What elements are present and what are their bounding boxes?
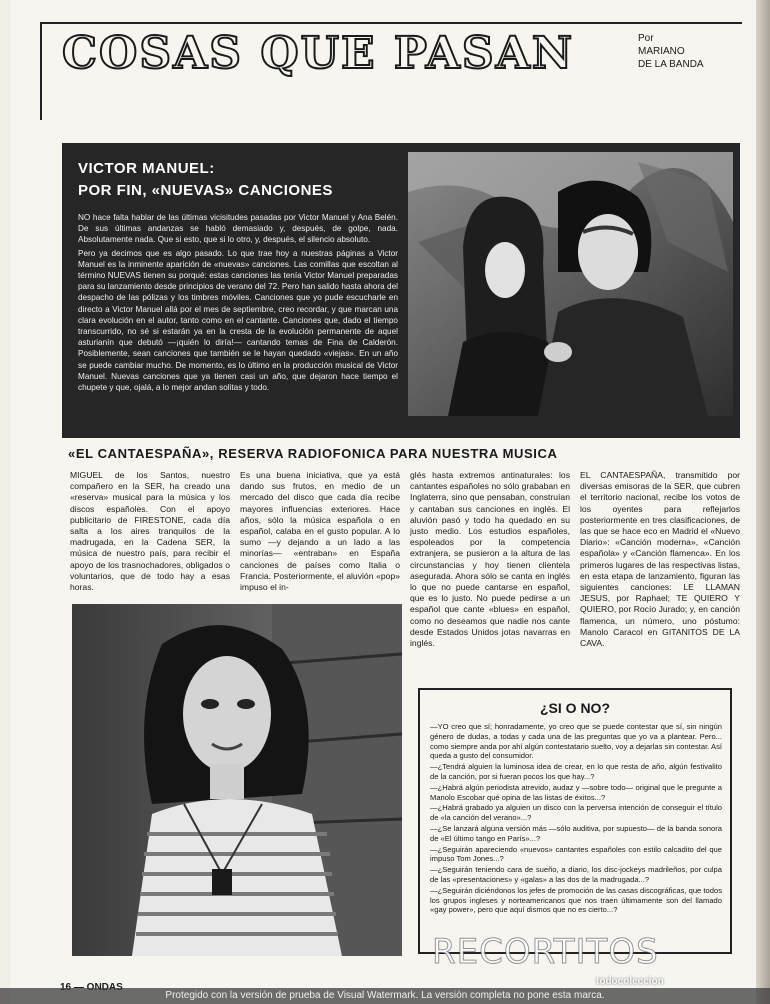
si-o-no-paragraph: —¿Tendrá alguien la luminosa idea de crear, en lo que resta de año, algún festivalito de la canción, por si fueran pocos los que hay...? — [430, 762, 722, 781]
victor-article-body — [78, 212, 398, 434]
cantaespana-col2-text: Es una buena iniciativa, que ya está dando sus frutos, en medio de un mercado del disco que cada día recibe mayores influencias exteriores. Hace años, sólo la música española o en español, calaba en el gusto popular. A lo sumo —y dejando a un lado a las minorías— «entraban» en España canciones de países como Italia o Francia. Posteriormente, el aluvión «pop» impuso el in- — [240, 470, 400, 593]
si-o-no-title: ¿SI O NO? — [540, 700, 610, 716]
victor-paragraph: Pero ya decimos que es algo pasado. Lo que trae hoy a nuestras páginas a Victor Manuel es la inminente aparición de «nuevas» canciones. Las comillas que escoltan al término NUEVAS tienen su porqué: estas canciones las tenía Victor Manuel preparadas para su lanzamiento desde principios de verano del 72. Pero han salido hasta ahora del despacho de las pólizas y los timbres móviles. Canciones que yo pude escucharle en directo a Victor Manuel allá por el mes de septiembre, creo recordar, y que marcan una clara evolución en el autor, tanto como en el cantante. Canciones que, dado el tiempo transcurrido, no sé si estarán ya en la cresta de la evolución permanente de aquel asturianín que debutó —¡quién lo diría!— cantando temas de Fina de Calderón. Posiblemente, sean canciones que también se le hayan quedado «viejas». En un año se puede cambiar mucho. De momento, es lo último en la producción musical de Victor Manuel. Nuevas canciones que ya tienen casi un año, que dejaron hace tiempo el chupete y que, ojalá, a lo mejor andan solitas y todo. — [78, 248, 398, 393]
watermark-notice-bar — [0, 988, 770, 1004]
victor-photo — [408, 152, 733, 416]
watermark-brand: RECORTITOS — [432, 932, 659, 972]
cantaespana-col4-text: EL CANTAESPAÑA, transmitido por diversas emisoras de la SER, que cubren el territorio nacional, recibe los votos de los oyentes para reflejarlos posteriormente en tres clasificaciones, de las que se hace eco en Madrid el «Nuevo Diario»: «Canción moderna», «Canción española» y «Canción flamenca». En los primeros lugares de las respectivas listas, en esta etapa de lanzamiento, figuran las siguientes canciones: LE LLAMAN JESUS, por Raphael; TE QUIERO Y QUIERO, por Rocío Jurado; y, en canción flamenca, un número, uno póstumo: Manolo Caracol en GITANITOS DE LA CAVA. — [580, 470, 740, 649]
cantaespana-column-4 — [580, 470, 740, 680]
byline-prefix: Por — [638, 33, 654, 44]
watermark-site: todocoleccion — [596, 976, 664, 987]
cantaespana-column-3 — [410, 470, 570, 680]
cantaespana-column-1 — [70, 470, 230, 598]
si-o-no-paragraph: —¿Seguirán diciéndonos los jefes de promoción de las casas discográficas, que todos los grupos ingleses y norteamericanos que nos traen últimamente son del llamado «gay power», pero que aquí dismos que no es cierto...? — [430, 885, 722, 915]
si-o-no-box — [418, 688, 732, 954]
cantaespana-col1-text: MIGUEL de los Santos, nuestro compañero en la SER, ha creado una «reserva» musical para la música y los discos españoles. Con el apoyo publicitario de FIRESTONE, cada día salta a los aires tranquilos de la madrugada, en la Cadena SER, la música de nuestro país, para recibir el apoyo de los trasnochadores, obligados o voluntarios, que de todo hay a esas horas. — [70, 470, 230, 593]
victor-article-title — [78, 158, 398, 202]
si-o-no-body — [430, 722, 722, 948]
victor-paragraph: NO hace falta hablar de las últimas vicisitudes pasadas por Victor Manuel y Ana Belén. De sus últimas andanzas se habló demasiado y, después, de golpe, nada. Absolutamente nada. Que si esto, que si lo otro, y, después, el silencio absoluto. — [78, 213, 398, 245]
couple-photo-illustration — [408, 152, 733, 416]
si-o-no-paragraph: —¿Seguirán apareciendo «nuevos» cantantes españoles con estilo calcadito del que impuso Tom Jones...? — [430, 844, 722, 864]
masthead-title: COSAS QUE PASAN — [62, 28, 575, 79]
si-o-no-paragraph: —YO creo que sí; honradamente, yo creo que se puede contestar que sí, sin ningún género de dudas, a todas y cada una de las preguntas que yo va a plantear. Pero... como siempre anda por ahí algún contestatario suelto, voy a dejarlas sin contestar. Así queda a gusto del consumidor. — [430, 722, 722, 761]
watermark-notice: Protegido con la versión de prueba de Visual Watermark. La versión completa no pone esta marca. — [165, 990, 605, 1001]
cantaespana-column-2 — [240, 470, 400, 598]
cantaespana-title: «EL CANTAESPAÑA», RESERVA RADIOFONICA PARA NUESTRA MUSICA — [68, 446, 558, 461]
byline-author-2: DE LA BANDA — [638, 59, 704, 70]
si-o-no-paragraph: —¿Se lanzará alguna versión más —sólo auditiva, por supuesto— de la banda sonora de «El último tango en París»...? — [430, 823, 722, 843]
si-o-no-paragraph: —¿Seguirán teniendo cara de sueño, a diario, los disc-jockeys madrileños, por culpa de las «presentaciones» y «galas» a las dos de la madrugada...? — [430, 865, 722, 884]
victor-title-line-2: POR FIN, «NUEVAS» CANCIONES — [78, 182, 333, 199]
page-spine — [756, 0, 770, 1004]
si-o-no-paragraph: —¿Habrá grabado ya alguien un disco con la perversa intención de conseguir el título de «la canción del verano»...? — [430, 803, 722, 823]
si-o-no-paragraph: —¿Habrá algún periodista atrevido, audaz y —sobre todo— original que le pregunte a Manolo Escobar qué opina de las listas de éxitos...? — [430, 782, 722, 802]
victor-title-line-1: VICTOR MANUEL: — [78, 160, 215, 177]
singer-photo — [72, 604, 402, 956]
singer-photo-illustration — [72, 604, 402, 956]
cantaespana-col3-text: glés hasta extremos antinaturales: los cantantes españoles no sólo grababan en Inglaterra, sino que pensaban, construían y cantaban sus canciones en inglés. El aluvión pasó y todo ha quedado en su justo medio. Los estudios españoles, espoleados por la competencia extranjera, se pusieron a la altura de las circunstancias y hoy tienen clientela asegurada. Ahora sólo se canta en inglés lo que no puede cantarse en español, que es lo justo. No puede pedirse a un español que cante «blues» en español, como no deseamos que nadie nos cante desde Estados Unidos jotas navarras en inglés. — [410, 470, 570, 649]
byline — [638, 32, 704, 71]
byline-author-1: MARIANO — [638, 46, 685, 57]
